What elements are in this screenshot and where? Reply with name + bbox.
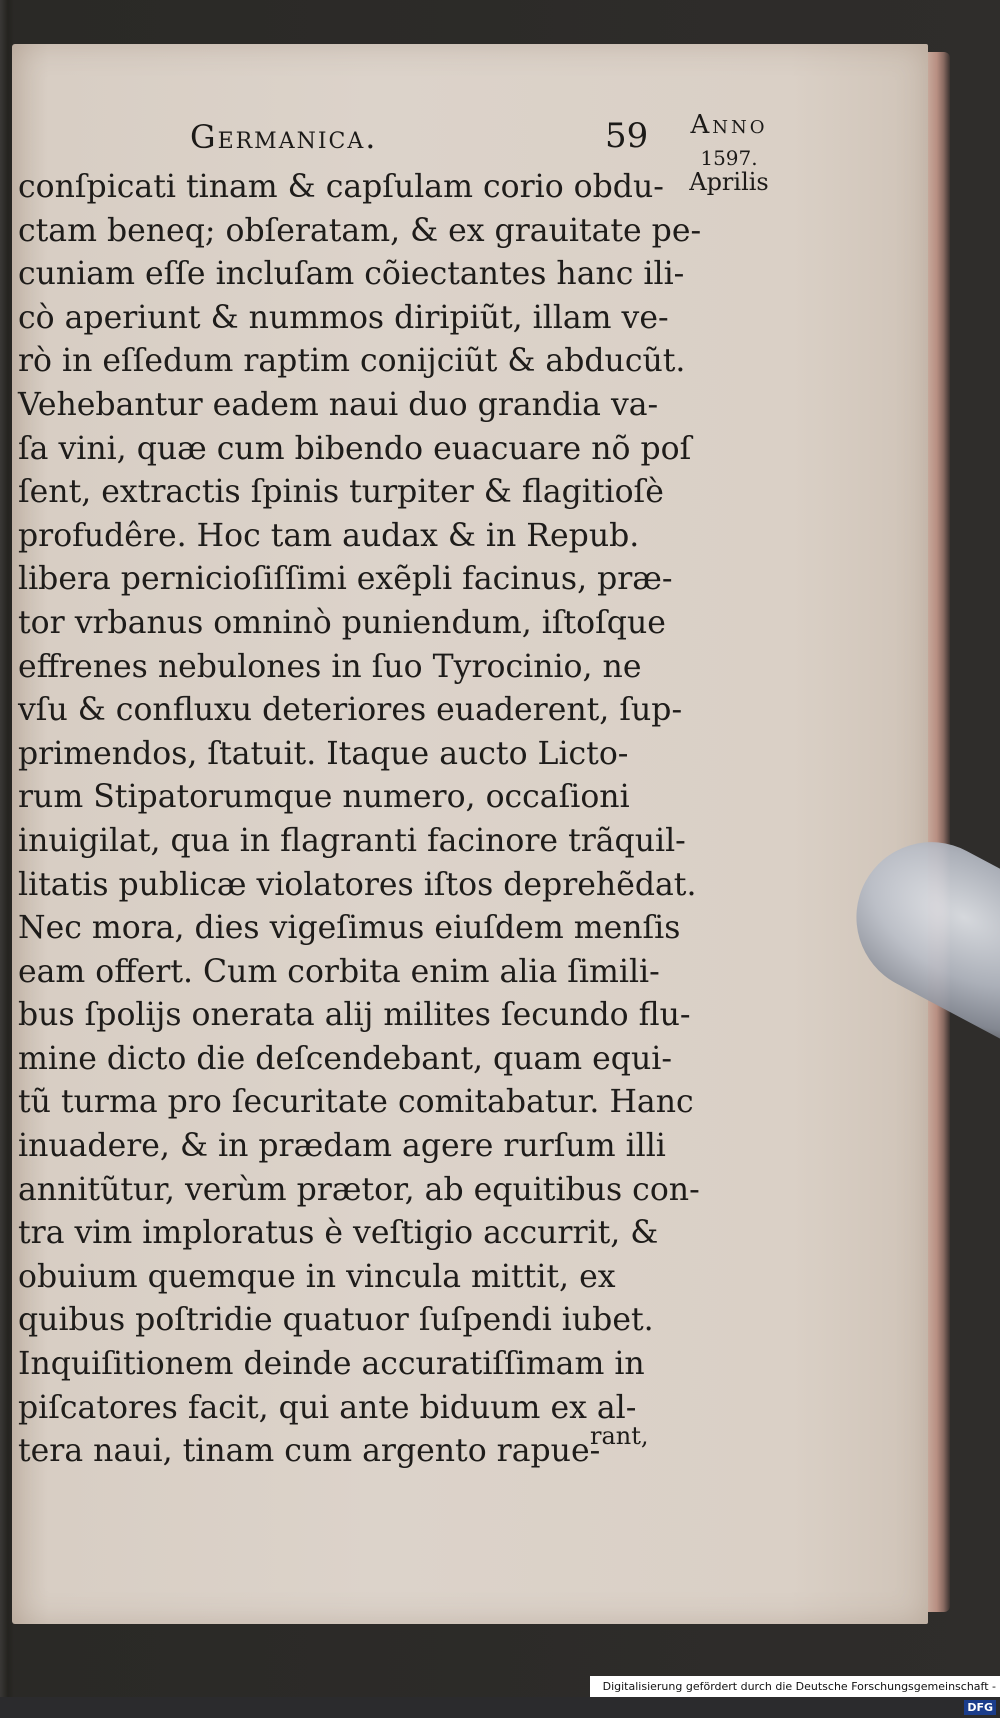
text-line: inuadere, & in prædam agere rurſum illi <box>18 1128 666 1165</box>
text-line: tũ turma pro ſecuritate comitabatur. Hanc <box>18 1084 694 1121</box>
text-line: vſu & confluxu deteriores euaderent, ſup- <box>18 692 683 729</box>
text-line: profudêre. Hoc tam audax & in Repub. <box>18 517 640 554</box>
text-line: rò in eſſedum raptim conijciũt & abducũt. <box>18 343 686 380</box>
text-line: mine dicto die deſcendebant, quam equi- <box>18 1040 672 1077</box>
text-line: Nec mora, dies vigeſimus eiuſdem menſis <box>18 910 681 947</box>
footer-text: Digitalisierung gefördert durch die Deutsche Forschungsgemeinschaft - <box>602 1680 996 1693</box>
text-line: eam offert. Cum corbita enim alia ſimili- <box>18 953 660 990</box>
text-line: litatis publicæ violatores iſtos deprehẽdat. <box>18 866 697 903</box>
text-line: rum Stipatorumque numero, occaſioni <box>18 779 630 816</box>
text-line: cò aperiunt & nummos diripiũt, illam ve- <box>18 299 669 336</box>
margin-year-label: Anno <box>690 110 768 140</box>
text-line: obuium quemque in vincula mittit, ex <box>18 1258 616 1295</box>
text-line: ctam beneq; obſeratam, & ex grauitate pe- <box>18 212 702 249</box>
page-edge <box>928 52 950 1612</box>
text-line: effrenes nebulones in ſuo Tyrocinio, ne <box>18 648 642 685</box>
page-header <box>180 118 660 168</box>
margin-year: 1597. <box>700 146 758 170</box>
dfg-logo: DFG <box>964 1700 996 1715</box>
text-line: annitũtur, verùm prætor, ab equitibus con- <box>18 1171 700 1208</box>
running-head: Germanica. <box>190 118 378 156</box>
text-line: tera naui, tinam cum argento rapue- <box>18 1433 601 1470</box>
text-line: tra vim imploratus è veſtigio accurrit, & <box>18 1215 659 1252</box>
text-line: primendos, ſtatuit. Itaque aucto Licto- <box>18 735 629 772</box>
text-line: Inquiſitionem deinde accuratiſſimam in <box>18 1346 645 1383</box>
text-line: ſa vini, quæ cum bibendo euacuare nõ poſ <box>18 430 692 467</box>
text-line: ſent, extractis ſpinis turpiter & flagitioſè <box>18 474 664 511</box>
bleed-through-text <box>882 444 952 704</box>
margin-note <box>664 110 794 196</box>
body-text <box>18 166 702 1474</box>
text-line: inuigilat, qua in flagranti facinore trãquil- <box>18 822 686 859</box>
text-line: cuniam eſſe incluſam cõiectantes hanc ili- <box>18 256 685 293</box>
text-line: tor vrbanus omninò puniendum, iſtoſque <box>18 604 666 641</box>
text-line: piſcatores facit, qui ante biduum ex al- <box>18 1389 637 1426</box>
margin-month: Aprilis <box>689 168 769 196</box>
page-number: 59 <box>605 116 649 156</box>
digitization-footer <box>590 1676 1000 1714</box>
text-line: bus ſpolijs onerata alij milites ſecundo flu- <box>18 997 691 1034</box>
text-line: quibus poſtridie quatuor ſuſpendi iubet. <box>18 1302 654 1339</box>
text-line: Vehebantur eadem naui duo grandia va- <box>18 386 659 423</box>
text-line: conſpicati tinam & capſulam corio obdu- <box>18 169 664 205</box>
text-line: libera pernicioſiſſimi exẽpli facinus, præ- <box>18 561 673 598</box>
catchword: rant, <box>590 1422 649 1450</box>
